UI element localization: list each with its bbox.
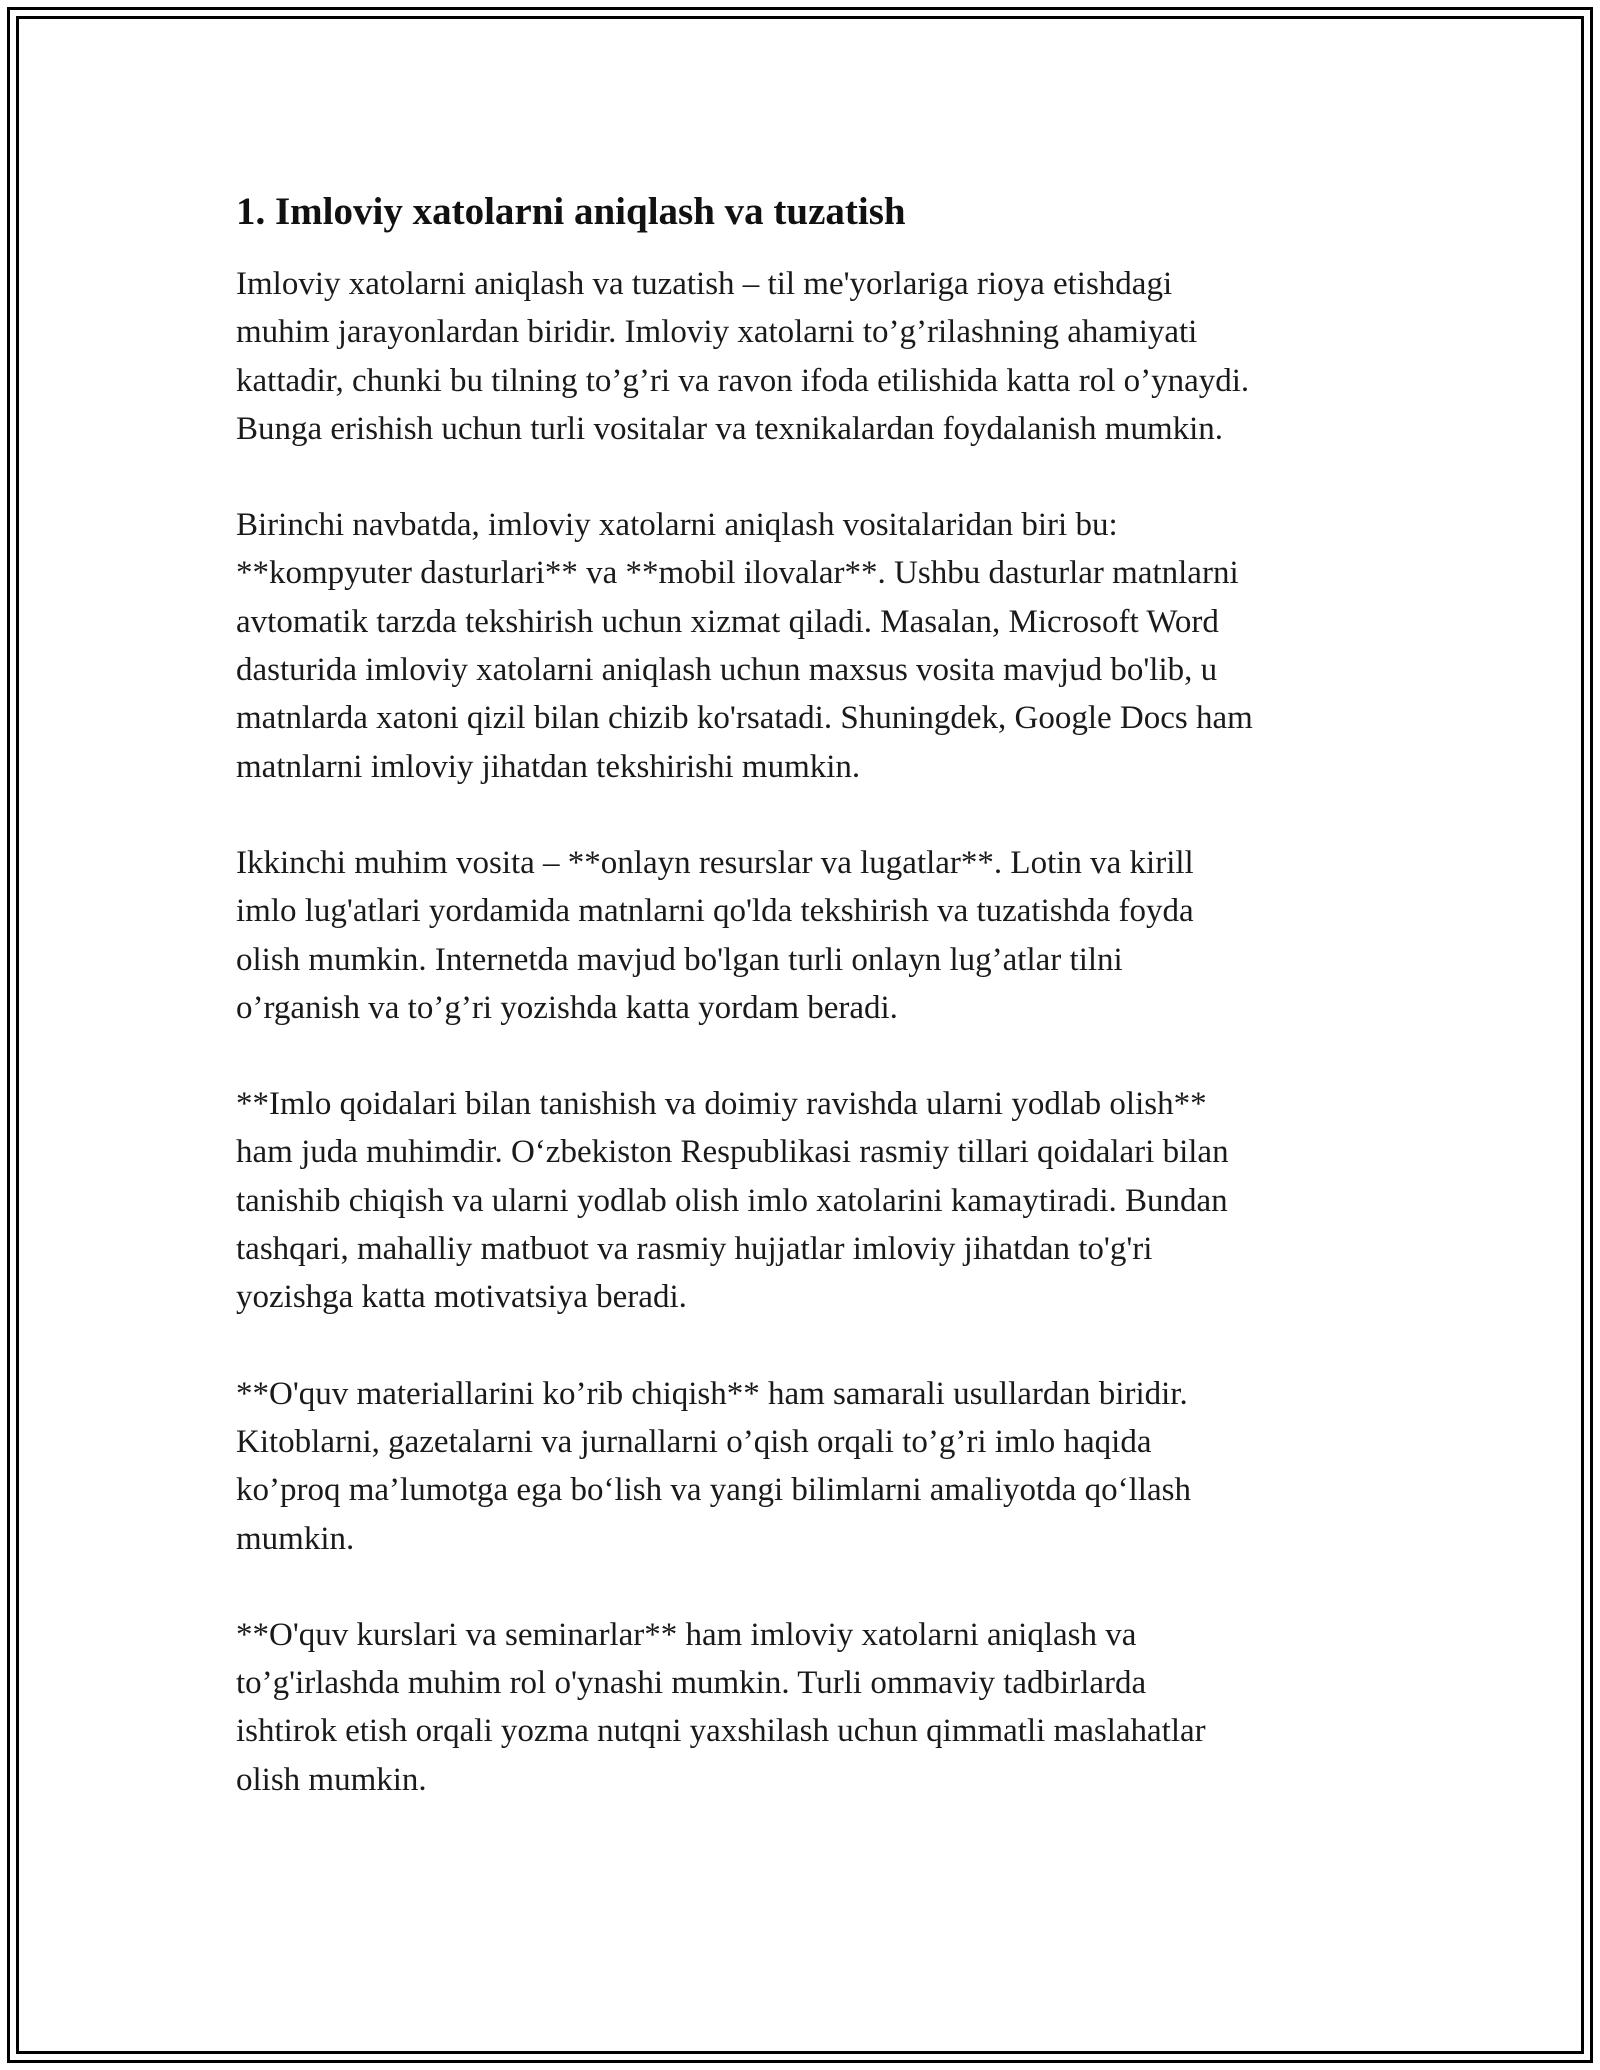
paragraph-line: **O'quv materiallarini ko’rib chiqish** ham samarali usullardan biridir.	[236, 1375, 1188, 1412]
paragraph-6	[236, 1611, 1386, 1804]
paragraph-4	[236, 1080, 1386, 1321]
paragraph-line: **O'quv kurslari va seminarlar** ham imloviy xatolarni aniqlash va	[236, 1616, 1137, 1653]
paragraph-1	[236, 260, 1386, 453]
paragraph-5	[236, 1370, 1386, 1563]
paragraph-line: dasturida imloviy xatolarni aniqlash uchun maxsus vosita mavjud bo'lib, u	[236, 652, 1218, 689]
paragraph-line: kattadir, chunki bu tilning to’g’ri va ravon ifoda etilishida katta rol o’ynaydi.	[236, 362, 1250, 399]
paragraph-line: Imloviy xatolarni aniqlash va tuzatish – til me'yorlariga rioya etishdagi	[236, 266, 1173, 302]
paragraph-line: tanishib chiqish va ularni yodlab olish imlo xatolarini kamaytiradi. Bundan	[236, 1182, 1228, 1219]
paragraph-line: ham juda muhimdir. O‘zbekiston Respublikasi rasmiy tillari qoidalari bilan	[236, 1134, 1229, 1171]
document-title: 1. Imloviy xatolarni aniqlash va tuzatish	[236, 190, 906, 233]
paragraph-line: matnlarda xatoni qizil bilan chizib ko'rsatadi. Shuningdek, Google Docs ham	[236, 700, 1253, 737]
paragraph-line: matnlarni imloviy jihatdan tekshirishi mumkin.	[236, 748, 861, 785]
paragraph-line: muhim jarayonlardan biridir. Imloviy xatolarni to’g’rilashning ahamiyati	[236, 314, 1198, 351]
paragraph-line: Birinchi navbatda, imloviy xatolarni aniqlash vositalaridan biri bu:	[236, 507, 1118, 544]
paragraph-line: Bunga erishish uchun turli vositalar va texnikalardan foydalanish mumkin.	[236, 410, 1224, 447]
paragraph-line: **Imlo qoidalari bilan tanishish va doimiy ravishda ularni yodlab olish**	[236, 1086, 1207, 1123]
paragraph-3	[236, 839, 1386, 1032]
paragraph-line: mumkin.	[236, 1520, 355, 1557]
paragraph-line: o’rganish va to’g’ri yozishda katta yordam beradi.	[236, 989, 898, 1026]
paragraph-line: to’g'irlashda muhim rol o'ynashi mumkin. Turli ommaviy tadbirlarda	[236, 1665, 1147, 1702]
paragraph-line: ishtirok etish orqali yozma nutqni yaxshilash uchun qimmatli maslahatlar	[236, 1713, 1206, 1750]
paragraph-line: avtomatik tarzda tekshirish uchun xizmat qiladi. Masalan, Microsoft Word	[236, 603, 1219, 640]
paragraph-line: ko’proq ma’lumotga ega bo‘lish va yangi bilimlarni amaliyotda qo‘llash	[236, 1472, 1191, 1509]
paragraph-line: yozishga katta motivatsiya beradi.	[236, 1279, 687, 1316]
paragraph-line: Kitoblarni, gazetalarni va jurnallarni o’qish orqali to’g’ri imlo haqida	[236, 1423, 1152, 1460]
paragraph-line: olish mumkin.	[236, 1761, 427, 1798]
paragraph-line: tashqari, mahalliy matbuot va rasmiy hujjatlar imloviy jihatdan to'g'ri	[236, 1231, 1153, 1268]
paragraph-2	[236, 501, 1386, 791]
paragraph-line: **kompyuter dasturlari** va **mobil ilovalar**. Ushbu dasturlar matnlarni	[236, 555, 1239, 592]
paragraph-line: olish mumkin. Internetda mavjud bo'lgan turli onlayn lug’atlar tilni	[236, 941, 1123, 978]
paragraph-line: Ikkinchi muhim vosita – **onlayn resurslar va lugatlar**. Lotin va kirill	[236, 844, 1194, 881]
paragraph-line: imlo lug'atlari yordamida matnlarni qo'lda tekshirish va tuzatishda foyda	[236, 893, 1194, 930]
document-body	[236, 188, 1386, 1852]
